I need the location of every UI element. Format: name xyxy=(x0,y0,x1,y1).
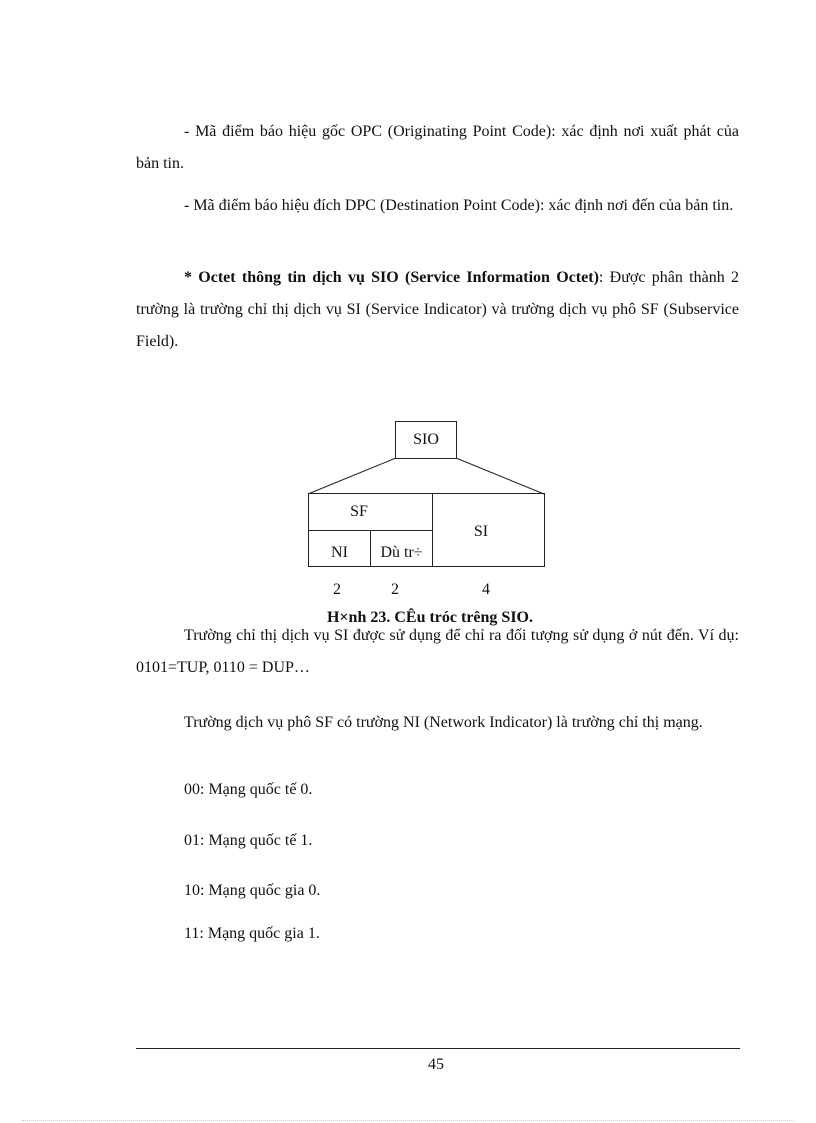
sf-label: SF xyxy=(350,503,368,520)
paragraph-dpc: - Mã điểm báo hiệu đích DPC (Destination Point Code): xác định nơi đến của bản tin. xyxy=(184,197,734,214)
network-list-item: 00: Mạng quốc tế 0. xyxy=(184,781,313,798)
figure-caption: H×nh 23. CÊu tróc trêng SIO. xyxy=(326,609,533,626)
paragraph-sf-ni: Trường dịch vụ phô SF có trường NI (Network Indicator) là trường chỉ thị mạng. xyxy=(184,714,703,731)
footer-divider xyxy=(136,1048,740,1049)
bit-count-spare: 2 xyxy=(391,581,399,598)
page-bottom-border xyxy=(22,1120,794,1121)
sf-box xyxy=(308,493,433,531)
page-number: 45 xyxy=(428,1056,444,1073)
ni-label: NI xyxy=(331,544,348,561)
bit-count-si: 4 xyxy=(482,581,490,598)
ni-box xyxy=(308,530,371,567)
sio-root-label: SIO xyxy=(413,431,439,448)
sio-description: : Được phân thành 2 trường là trường chỉ thị dịch vụ SI (Service Indicator) và trường dịch vụ phô SF (Subservice Field). xyxy=(136,269,739,350)
sio-heading: * Octet thông tin dịch vụ SIO (Service Information Octet) xyxy=(184,269,599,286)
bit-count-ni: 2 xyxy=(333,581,341,598)
network-list-item: 01: Mạng quốc tế 1. xyxy=(184,832,313,849)
spare-label: Dù tr÷ xyxy=(380,544,423,561)
si-label: SI xyxy=(473,523,489,540)
network-list-item: 10: Mạng quốc gia 0. xyxy=(184,882,321,899)
network-list-item: 11: Mạng quốc gia 1. xyxy=(184,925,320,942)
spare-box xyxy=(370,530,433,567)
paragraph-opc: - Mã điểm báo hiệu gốc OPC (Originating Point Code): xác định nơi xuất phát của bản tin. xyxy=(136,123,739,172)
paragraph-si-usage: Trường chỉ thị dịch vụ SI được sử dụng để chỉ ra đối tượng sử dụng ở nút đến. Ví dụ: 0101=TUP, 0110 = DUP… xyxy=(136,627,739,676)
sio-root-box xyxy=(395,421,457,459)
si-box xyxy=(432,493,545,567)
